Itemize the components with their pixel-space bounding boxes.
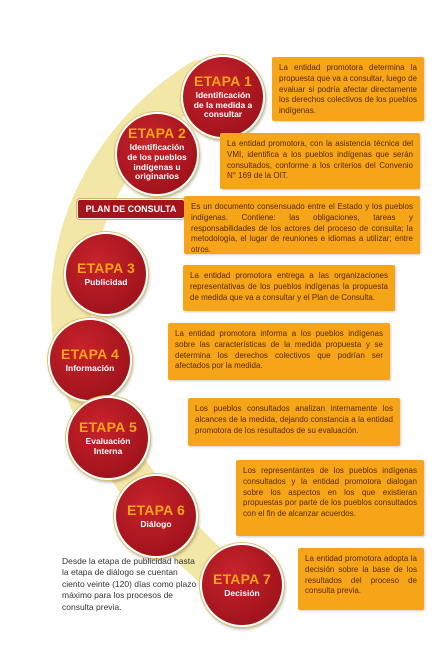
stage-1-title: Identificación de la medida a consultar [193, 89, 253, 120]
stage-2-description: La entidad promotora, con la asistencia técnica del VMI, identifica a los pueblos indígenas que serán consultados, conforme a los criterios del Convenio N° 169 de la OIT. [220, 133, 420, 189]
stage-3-description: La entidad promotora entrega a las organizaciones representativas de los pueblos indígenas la propuesta de medida que va a consultar y el Plan de Consulta. [183, 265, 395, 311]
stage-5-description: Los pueblos consultados analizan internamente los alcances de la medida, dejando constancia a la entidad promotora de los resultados de su evaluación. [188, 398, 400, 446]
stage-2-etapa: ETAPA 2 [128, 124, 186, 141]
stage-5-etapa: ETAPA 5 [79, 418, 137, 435]
stage-1-etapa: ETAPA 1 [194, 72, 252, 89]
stage-3-circle [64, 232, 148, 316]
stage-6-description: Los representantes de los pueblos indígenas consultados y la entidad promotora dialogan sobre los aspectos en los que existieran propuestas por parte de los pueblos consultados con el fin de alcanzar acuerdos. [236, 460, 424, 536]
stage-5-circle [66, 396, 150, 480]
stage-7-description: La entidad promotora adopta la decisión sobre la base de los resultados del proceso de consulta previa. [298, 548, 424, 610]
stage-7-title: Decisión [224, 587, 260, 598]
stage-4-circle [48, 318, 132, 402]
stage-1-circle [181, 55, 265, 139]
stage-4-title: Información [65, 362, 115, 373]
stage-2-circle [115, 112, 199, 196]
timeline-note: Desde la etapa de publicidad hasta la etapa de diálogo se cuentan ciento veinte (120) días como plazo máximo para los procesos de consulta previa. [62, 556, 197, 612]
stage-3-etapa: ETAPA 3 [77, 259, 135, 276]
stage-1-description: La entidad promotora determina la propuesta que va a consultar, luego de evaluar si podría afectar directamente los derechos colectivos de los pueblos indígenas. [272, 57, 424, 121]
stage-4-description: La entidad promotora informa a los pueblos indígenas sobre las características de la medida propuesta y se determina los derechos colectivos que podrían ser afectados por la medida. [168, 323, 390, 380]
stage-2-title: Identificación de los pueblos indígenas u originarios [127, 141, 187, 182]
stage-6-etapa: ETAPA 6 [127, 501, 185, 518]
stage-7-circle [200, 543, 284, 627]
stage-5-title: Evaluación Interna [85, 435, 131, 456]
stage-6-title: Diálogo [140, 518, 172, 529]
stage-6-circle [114, 474, 198, 558]
stage-4-etapa: ETAPA 4 [61, 345, 119, 362]
plan-de-consulta-label: PLAN DE CONSULTA [77, 199, 185, 219]
stage-7-etapa: ETAPA 7 [213, 570, 271, 587]
stage-3-title: Publicidad [84, 276, 128, 287]
plan-de-consulta-description: Es un documento consensuado entre el Estado y los pueblos indígenas. Contiene: las obligaciones, tareas y responsabilidades de los actores del proceso de consulta; la metodología, el lugar de reuniones e idiomas a utilizar; entre otros. [184, 196, 420, 254]
